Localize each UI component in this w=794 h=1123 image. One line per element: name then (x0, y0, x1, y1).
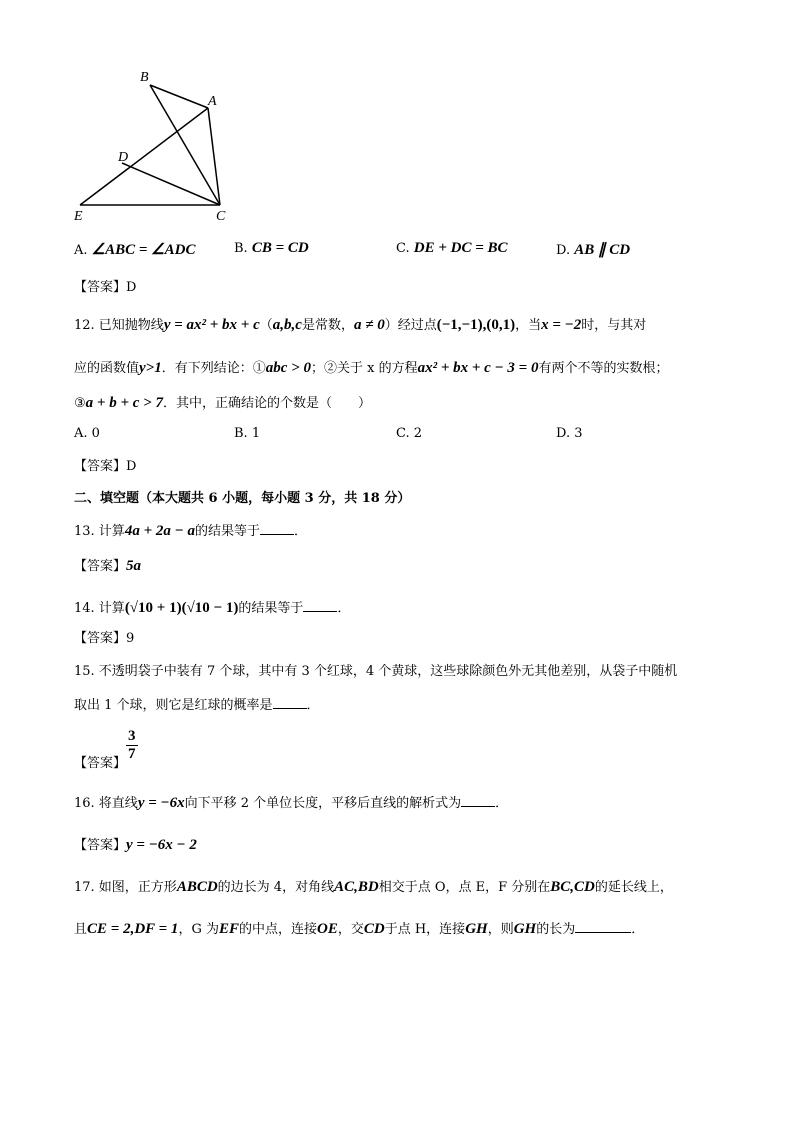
answer-label: 【答案】 (74, 459, 127, 474)
q11-answer (74, 276, 136, 295)
text: ，当 (515, 318, 542, 333)
math: CD (363, 921, 385, 937)
answer-blank[interactable] (273, 696, 307, 709)
text: 16. 将直线 (74, 796, 138, 811)
text: 的结果等于 (238, 601, 304, 616)
text: 13. 计算 (74, 524, 125, 539)
label-b: B (140, 70, 149, 85)
q12-line1 (74, 314, 646, 334)
text: ，G 为 (178, 922, 219, 937)
q14 (74, 597, 350, 617)
text: 于点 H，连接 (384, 922, 466, 937)
label-c: C (216, 209, 226, 224)
math: (√10 + 1)(√10 − 1) (124, 600, 239, 616)
label-e: E (74, 209, 83, 224)
option-b: B. (234, 241, 248, 256)
text: 相交于点 O，点 E，F 分别在 (378, 880, 551, 895)
denominator: 7 (128, 746, 136, 762)
q15-line2 (74, 694, 320, 713)
q17-line2 (74, 918, 644, 938)
math: GH (513, 921, 537, 937)
math: y>1 (139, 360, 162, 376)
q15-answer (74, 728, 138, 771)
math: (−1,−1),(0,1) (436, 317, 516, 333)
answer-value: y = −6x − 2 (126, 837, 197, 853)
math: GH (465, 921, 488, 937)
q14-answer (74, 627, 134, 646)
answer-fraction (126, 728, 138, 763)
option-a: A. 0 (74, 426, 100, 441)
text: 有两个不等的实数根； (538, 361, 669, 376)
text: 向下平移 2 个单位长度，平移后直线的解析式为 (184, 796, 462, 811)
math: BC,CD (550, 879, 595, 895)
label-d: D (118, 150, 129, 165)
math: ax² + bx + c − 3 = 0 (417, 360, 539, 376)
math: a ≠ 0 (353, 317, 385, 333)
math: OE (317, 921, 338, 937)
q16-answer (74, 834, 197, 854)
text: 且 (74, 922, 88, 937)
text: 时，与其对 (581, 318, 647, 333)
text: 的长为 (536, 922, 576, 937)
q12-line3 (74, 392, 371, 412)
text: 14. 计算 (74, 601, 125, 616)
option-c: C. (396, 241, 410, 256)
option-b: B. 1 (234, 426, 261, 441)
option-c-text: DE + DC = BC (413, 240, 508, 256)
text: （ (259, 318, 273, 333)
q16 (74, 792, 508, 812)
answer-value: 9 (126, 631, 135, 646)
q12-answer (74, 455, 136, 474)
numerator: 3 (128, 728, 136, 744)
option-d: D. 3 (556, 426, 583, 441)
text: ；②关于 x 的方程 (310, 361, 418, 376)
q12-line2 (74, 357, 668, 377)
math: x = −2 (541, 317, 582, 333)
text: ． (495, 796, 509, 811)
answer-blank[interactable] (303, 599, 337, 612)
geometry-figure (70, 65, 250, 225)
text: 17. 如图，正方形 (74, 880, 177, 895)
answer-label: 【答案】 (74, 838, 127, 853)
math: 4a + 2a − a (124, 523, 195, 539)
answer-blank[interactable] (461, 794, 495, 807)
q15-line1: 15. 不透明袋子中装有 7 个球，其中有 3 个红球，4 个黄球，这些球除颜色外无其他差别，从袋子中随机 (74, 664, 678, 679)
text: ．有下列结论：① (161, 361, 266, 376)
answer-value: 5a (126, 558, 142, 574)
math: abc > 0 (265, 360, 311, 376)
math: a + b + c > 7 (85, 395, 163, 411)
q17-line1 (74, 876, 673, 896)
text: 12. 已知抛物线 (74, 318, 164, 333)
option-c: C. 2 (396, 426, 423, 441)
math: ABCD (176, 879, 218, 895)
math: CE = 2,DF = 1 (87, 921, 179, 937)
text: 的边长为 4，对角线 (217, 880, 335, 895)
option-d: D. (556, 243, 571, 258)
math: a,b,c (272, 317, 302, 333)
text: 的延长线上， (594, 880, 673, 895)
text: ）经过点 (384, 318, 437, 333)
math: AC,BD (334, 879, 379, 895)
math: y = ax² + bx + c (163, 317, 260, 333)
text: ．其中，正确结论的个数是（ ） (162, 396, 371, 411)
answer-label: 【答案】 (74, 280, 127, 295)
answer-value: D (126, 280, 137, 295)
text: 取出 1 个球，则它是红球的概率是 (74, 698, 273, 713)
text: ，则 (487, 922, 514, 937)
answer-value: D (126, 459, 137, 474)
answer-blank[interactable] (575, 920, 631, 933)
option-a: A. (74, 243, 88, 258)
math: y = −6x (137, 795, 185, 811)
answer-label: 【答案】 (74, 756, 127, 771)
label-a: A (208, 94, 217, 109)
text: ． (337, 601, 351, 616)
text: ． (631, 922, 645, 937)
text: 的中点，连接 (238, 922, 317, 937)
answer-label: 【答案】 (74, 631, 127, 646)
text: ，交 (337, 922, 364, 937)
text: 是常数， (301, 318, 354, 333)
section-heading: 二、填空题（本大题共 6 小题，每小题 3 分，共 18 分） (74, 491, 411, 506)
math: EF (218, 921, 239, 937)
answer-label: 【答案】 (74, 559, 127, 574)
answer-blank[interactable] (260, 522, 294, 535)
text: 的结果等于 (194, 524, 260, 539)
q13-answer (74, 555, 141, 575)
option-d-text: AB ∥ CD (574, 242, 631, 258)
text: ． (293, 524, 307, 539)
text: ③ (74, 396, 86, 411)
text: 应的函数值 (74, 361, 140, 376)
q13 (74, 520, 307, 540)
option-b-text: CB = CD (251, 240, 309, 256)
text: ． (306, 698, 320, 713)
option-a-text: ∠ABC = ∠ADC (91, 242, 196, 258)
